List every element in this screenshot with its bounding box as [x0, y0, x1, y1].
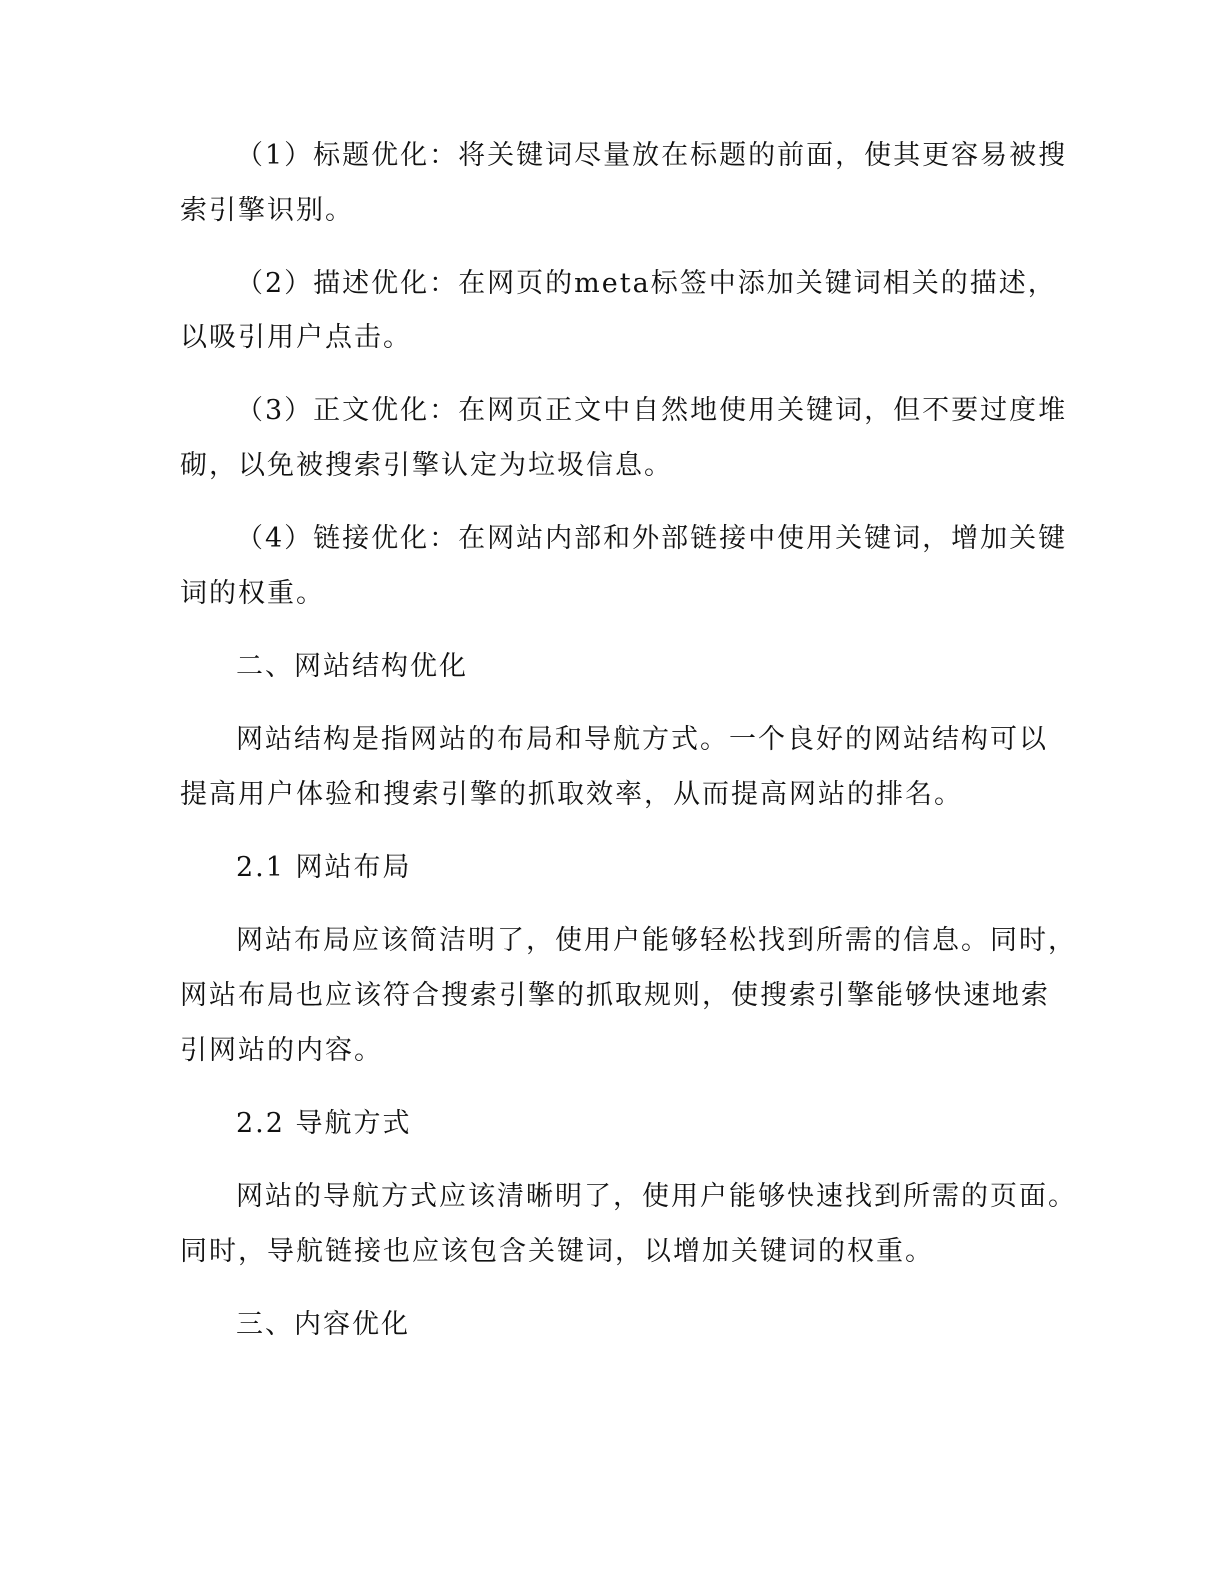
paragraph-navigation-line-2: 同时，导航链接也应该包含关键词，以增加关键词的权重。: [180, 1236, 934, 1267]
section-heading-content-optimization: 三、内容优化: [236, 1309, 410, 1340]
paragraph-link-optimization-line-2: 词的权重。: [180, 578, 325, 609]
paragraph-site-structure-line-1: 网站结构是指网站的布局和导航方式。一个良好的网站结构可以: [236, 724, 1048, 755]
paragraph-navigation-line-1: 网站的导航方式应该清晰明了，使用户能够快速找到所需的页面。: [236, 1181, 1077, 1212]
paragraph-site-layout-line-1: 网站布局应该简洁明了，使用户能够轻松找到所需的信息。同时，: [236, 925, 1077, 956]
subsection-heading-site-layout: 2.1 网站布局: [236, 852, 412, 883]
paragraph-description-optimization-line-1: （2）描述优化：在网页的meta标签中添加关键词相关的描述，: [236, 268, 1057, 299]
paragraph-body-optimization-line-2: 砌，以免被搜索引擎认定为垃圾信息。: [180, 450, 673, 481]
subsection-heading-navigation: 2.2 导航方式: [236, 1108, 412, 1139]
paragraph-link-optimization-line-1: （4）链接优化：在网站内部和外部链接中使用关键词，增加关键: [236, 523, 1068, 554]
section-heading-site-structure: 二、网站结构优化: [236, 651, 468, 682]
paragraph-body-optimization-line-1: （3）正文优化：在网页正文中自然地使用关键词，但不要过度堆: [236, 395, 1068, 426]
paragraph-title-optimization-line-2: 索引擎识别。: [180, 195, 354, 226]
paragraph-site-layout-line-2: 网站布局也应该符合搜索引擎的抓取规则，使搜索引擎能够快速地索: [180, 980, 1050, 1011]
paragraph-description-optimization-line-2: 以吸引用户点击。: [180, 322, 412, 353]
paragraph-site-layout-line-3: 引网站的内容。: [180, 1035, 383, 1066]
paragraph-title-optimization-line-1: （1）标题优化：将关键词尽量放在标题的前面，使其更容易被搜: [236, 140, 1068, 171]
paragraph-site-structure-line-2: 提高用户体验和搜索引擎的抓取效率，从而提高网站的排名。: [180, 779, 963, 810]
